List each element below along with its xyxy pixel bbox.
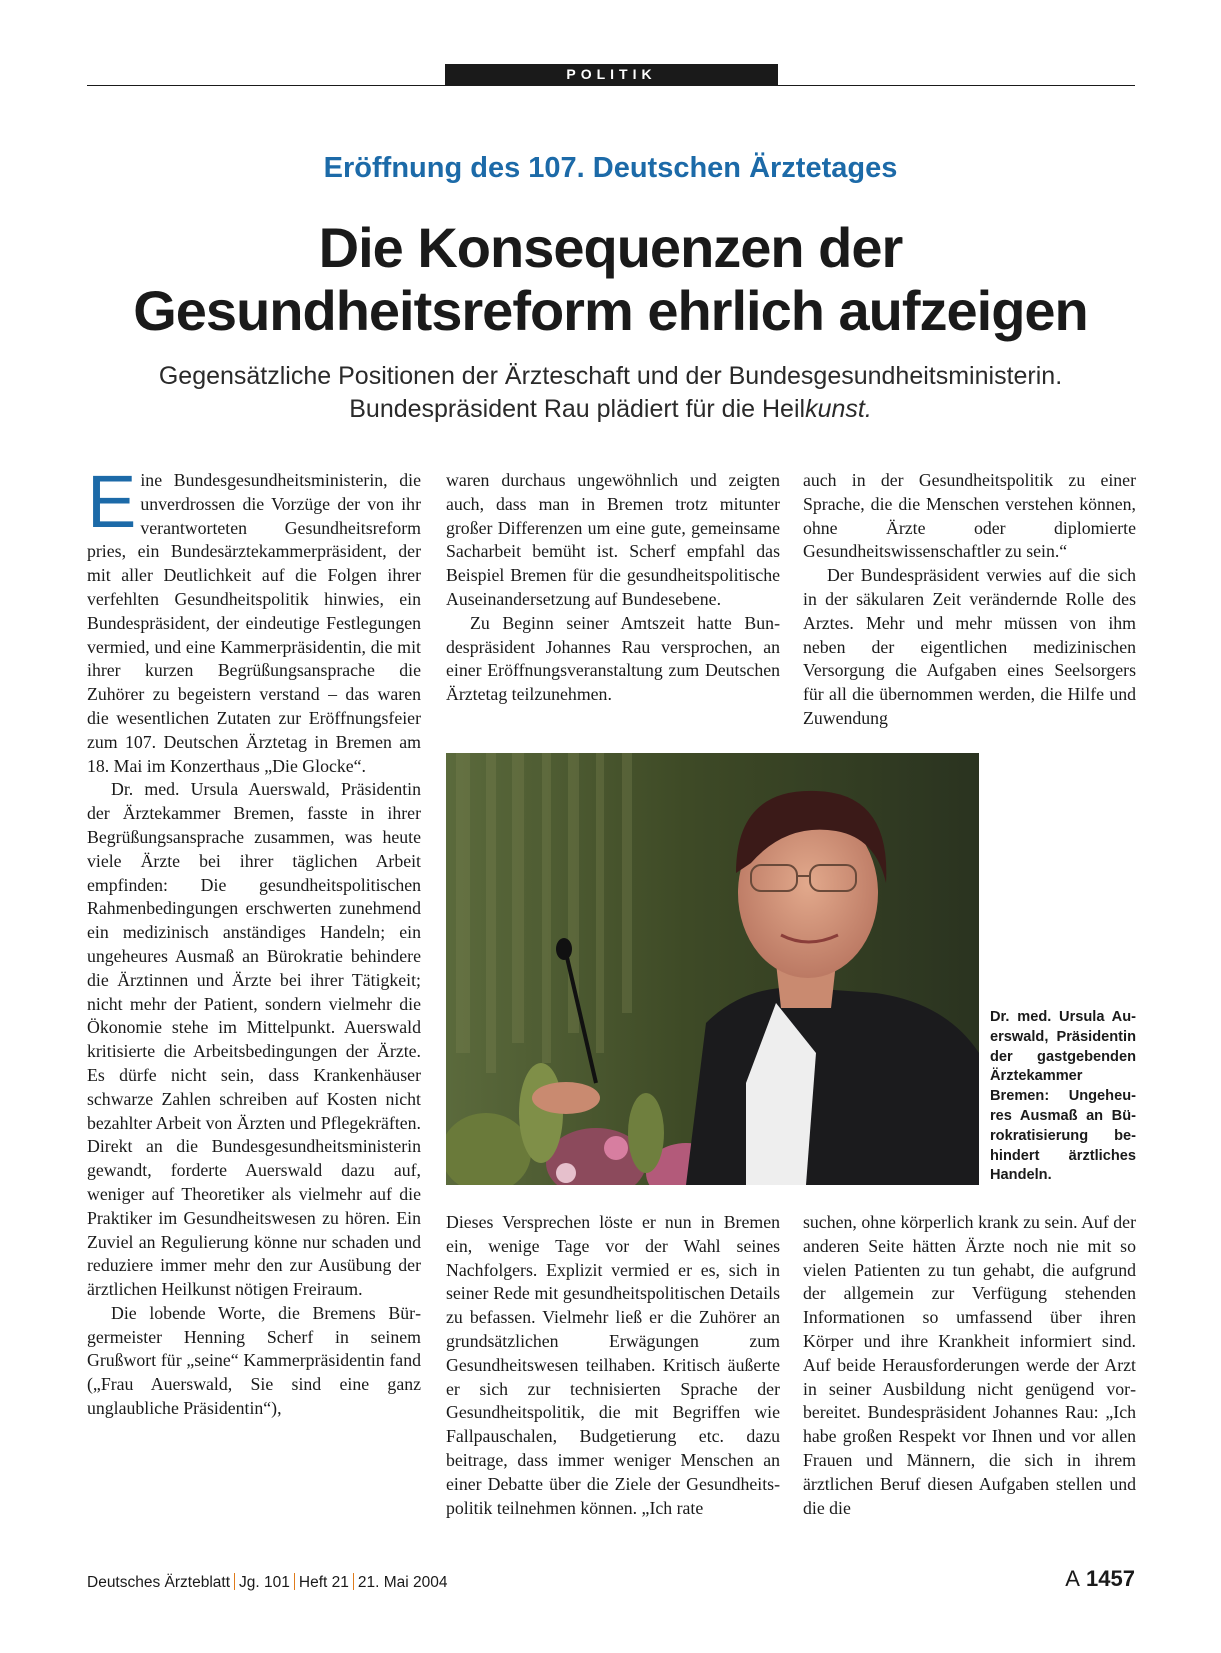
subtitle-text: Bundespräsident Rau plädiert für die Heil (349, 395, 806, 423)
footer-separator (234, 1573, 235, 1590)
paragraph: Dieses Versprechen löste er nun in Bremen ein, wenige Tage vor der Wahl seines Nachfolgers. Explizit vermied er es, sich in seiner Rede mit gesundheitspolitischen Details zu befassen. Vielmehr ließ er die Zuhörer an grundsätzlichen Erwägungen zum Gesundheitswesen teilhaben. Kritisch äußerte er sich zur technisierten Sprache der Gesundheitspolitik, die mit Begriffen wie Fallpauschalen, Budgetierung etc. dazu beitrage, dass immer weniger Menschen an einer Debatte über die Ziele der Gesundheitspolitik teilnehmen können. „Ich rate (446, 1212, 780, 1518)
paragraph: Dr. med. Ursula Auerswald, Präsidentin der Ärztekammer Bremen, fasste in ihrer Begrüßungsansprache zusammen, was heute viele Ärzte bei ihrer täglichen Arbeit empfinden: Die gesundheitspolitischen Rahmenbedingungen erschwerten zunehmend ein medizinisch anständiges Handeln; ein ungeheures Ausmaß an Bürokratie behindere die Ärztinnen und Ärzte bei ihrer Tätigkeit; nicht mehr der Patient, sondern vielmehr die Ökonomie stehe im Mittelpunkt. Auerswald kritisierte die Arbeitsbedingungen der Ärzte. Es dürfe nicht sein, dass Krankenhäuser schwarze Zahlen schreiben auf Kosten nicht bezahlter Arbeit von Ärzten und Pflegekräften. Direkt an die Bundesgesundheitsministerin gewandt, forderte Auerswald dazu auf, weniger auf Theoretiker als vielmehr auf die Praktiker im Gesundheitswesen zu hören. Ein Zuviel an Regulierung könne nur schaden und reduziere immer mehr den zur Ausübung der ärztlichen Heilkunst nötigen Freiraum. (87, 779, 421, 1300)
section-label: POLITIK (445, 64, 778, 85)
photo-caption: Dr. med. Ursula Auerswald, Präsidentin der gastgebenden Ärztekammer Bremen: Ungeheures Ausmaß an Bürokratisierung behindert ärztliches Handeln. (990, 1009, 1136, 1184)
journal-date: 21. Mai 2004 (357, 1574, 448, 1591)
page-number (1065, 1566, 1135, 1592)
page-footer (87, 1573, 447, 1592)
body-column-2-bottom (446, 1211, 780, 1549)
footer-separator (353, 1573, 354, 1590)
paragraph: Die lobende Worte, die Bremens Bürgermeister Henning Scherf in seinem Grußwort für „seine“ Kammerpräsidentin fand („Frau Auerswald, Sie sind eine ganz unglaubliche Präsidentin“), (87, 1302, 421, 1419)
body-column-3-bottom (803, 1211, 1136, 1549)
subtitle-line (60, 393, 1161, 426)
journal-name: Deutsches Ärzteblatt (87, 1574, 231, 1591)
article-kicker: Eröffnung des 107. Deutschen Ärztetages (323, 152, 898, 184)
page-number-value: 1457 (1086, 1566, 1135, 1591)
drop-cap: E (87, 469, 137, 543)
footer-separator (294, 1573, 295, 1590)
headline-line: Die Konsequenzen der (318, 216, 903, 279)
paragraph: auch in der Gesundheitspolitik zu einer Sprache, die die Menschen verstehen können, ohne Ärzte oder diplomierte Gesundheitswissenschaftler zu sein.“ (803, 470, 1136, 562)
paragraph-text: ine Bundesgesundheitsministerin, die unverdrossen die Vorzüge der von ihr verantworteten Gesundheitsreform pries, ein Bundesärztekammerpräsident, der mit aller Deutlichkeit auf die Folgen ihrer verfehlten Gesundheitspolitik hinwies, ein Bundespräsident, der eindeutige Festlegungen vermied, und eine Kammerpräsidentin, die mit ihrer kurzen Begrüßungsansprache die Zuhörer zu begeistern verstand – das waren die wesentlichen Zutaten zur Eröffnungsfeier zum 107. Deutschen Ärztetag in Bremen am 18. Mai im Konzerthaus „Die Glocke“. (87, 470, 421, 776)
subtitle-line: Gegensätzliche Positionen der Ärzteschaft und der Bundesgesundheitsministerin. (158, 362, 1063, 390)
paragraph (87, 469, 421, 778)
journal-volume: Jg. 101 (239, 1574, 290, 1591)
paragraph: Zu Beginn seiner Amtszeit hatte Bundespräsident Johannes Rau versprochen, an einer Eröffnungsveranstaltung zum Deutschen Ärztetag teilzunehmen. (446, 612, 780, 705)
body-column-2-top (446, 469, 780, 731)
article-photo (446, 753, 979, 1185)
journal-issue: Heft 21 (298, 1574, 349, 1591)
paragraph: waren durchaus ungewöhnlich und zeigten auch, dass man in Bremen trotz mitunter großer Differenzen um eine gute, gemeinsame Sacharbeit bemüht ist. Scherf empfahl das Beispiel Bremen für die gesundheitspolitische Auseinandersetzung auf Bundesebene. (446, 470, 780, 609)
body-column-3-top (803, 469, 1136, 731)
subtitle-italic: kunst. (805, 395, 872, 423)
page-prefix: A (1065, 1566, 1080, 1591)
paragraph: suchen, ohne körperlich krank zu sein. Auf der anderen Seite hätten Ärzte noch nie mit so vielen Patienten zu tun gehabt, die aufgrund der allgemein zur Verfügung stehenden Informationen so umfassend über ihren Körper und ihre Krankheit informiert sind. Auf beide Herausforderungen werde der Arzt in seiner Ausbildung nicht genügend vorbereitet. Bundespräsident Johannes Rau: „Ich habe großen Respekt vor Ihnen und vor allen Frauen und Männern, die sich in ihrem ärztlichen Beruf diesen Aufgaben stellen und die die (803, 1212, 1136, 1518)
article-subtitle (60, 360, 1161, 426)
paragraph: Der Bundespräsident verwies auf die sich in der säkularen Zeit verändernde Rolle des Arztes. Mehr und mehr müssen von ihm neben der eigentlichen medizinischen Versorgung die Aufgaben eines Seelsorgers für all die übernommen werden, die Hilfe und Zuwendung (803, 565, 1136, 728)
portrait-illustration (446, 753, 979, 1185)
body-column-1 (87, 469, 421, 1549)
headline-line: Gesundheitsreform ehrlich aufzeigen (133, 279, 1088, 342)
header-rule (87, 85, 1135, 86)
article-headline (60, 216, 1161, 342)
